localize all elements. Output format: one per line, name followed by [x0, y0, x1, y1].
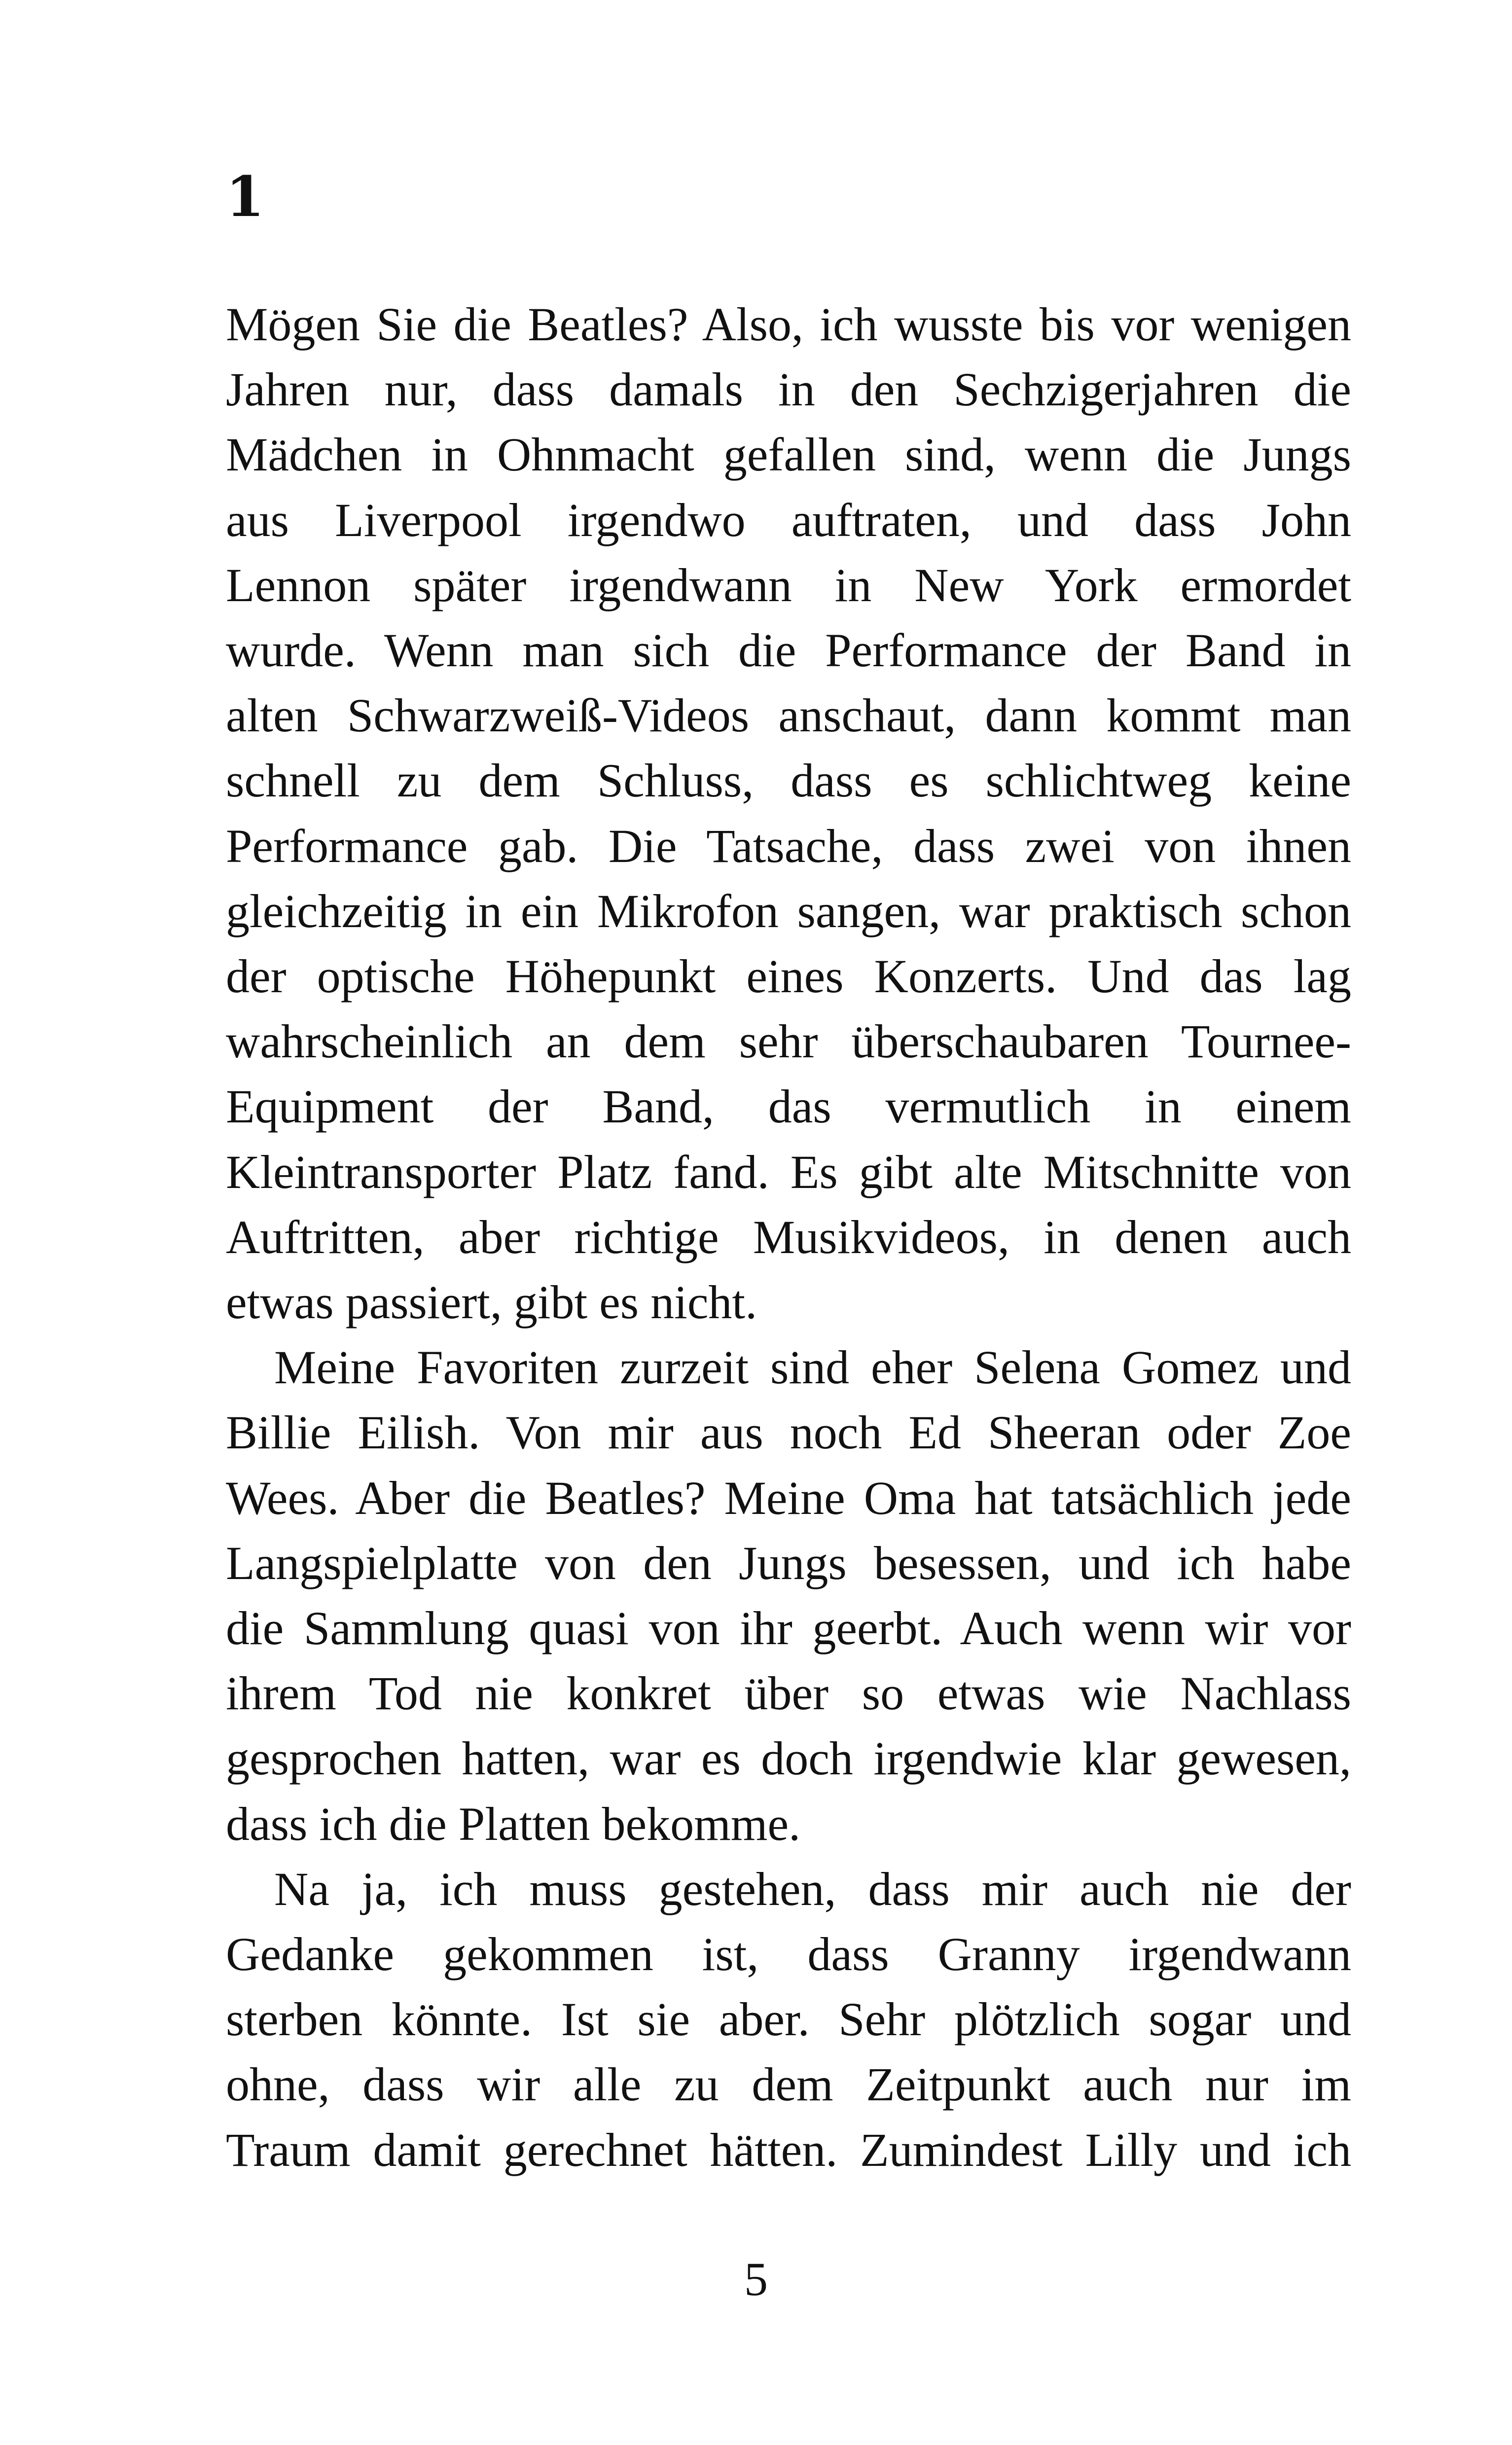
text-line: aus Liverpool irgendwo auftraten, und dass John — [226, 493, 1351, 546]
text-line: Wees. Aber die Beatles? Meine Oma hat tatsächlich jede — [226, 1471, 1351, 1524]
text-line: Equipment der Band, das vermutlich in einem — [226, 1080, 1351, 1133]
text-line: gleichzeitig in ein Mikrofon sangen, war praktisch schon — [226, 884, 1351, 937]
text-line: Mädchen in Ohnmacht gefallen sind, wenn die Jungs — [226, 428, 1351, 481]
text-line: ohne, dass wir alle zu dem Zeitpunkt auch nur im — [226, 2058, 1351, 2111]
text-line: Billie Eilish. Von mir aus noch Ed Sheeran oder Zoe — [226, 1406, 1351, 1459]
text-line: Mögen Sie die Beatles? Also, ich wusste bis vor wenigen — [226, 298, 1351, 351]
text-line: Lennon später irgendwann in New York ermordet — [226, 558, 1351, 611]
text-line: Jahren nur, dass damals in den Sechzigerjahren die — [226, 363, 1351, 416]
text-line: Performance gab. Die Tatsache, dass zwei von ihnen — [226, 819, 1351, 872]
text-line: Auftritten, aber richtige Musikvideos, in denen auch — [226, 1210, 1351, 1263]
text-line: Gedanke gekommen ist, dass Granny irgendwann — [226, 1928, 1351, 1981]
text-line: Kleintransporter Platz fand. Es gibt alte Mitschnitte von — [226, 1145, 1351, 1198]
text-line: Traum damit gerechnet hätten. Zumindest Lilly und ich — [226, 2123, 1351, 2176]
chapter-number: 1 — [226, 165, 264, 229]
text-line: schnell zu dem Schluss, dass es schlichtweg keine — [226, 754, 1351, 807]
text-line: Meine Favoriten zurzeit sind eher Selena Gomez und — [274, 1341, 1351, 1394]
paragraph — [226, 1335, 1351, 1857]
text-line: wahrscheinlich an dem sehr überschaubaren Tournee- — [226, 1015, 1351, 1068]
text-line: dass ich die Platten bekomme. — [226, 1797, 801, 1850]
text-line: ihrem Tod nie konkret über so etwas wie Nachlass — [226, 1667, 1351, 1720]
body-text — [226, 292, 1351, 2183]
page-number: 5 — [744, 2253, 768, 2305]
text-line: sterben könnte. Ist sie aber. Sehr plötzlich sogar und — [226, 1993, 1351, 2046]
text-line: alten Schwarzweiß-Videos anschaut, dann kommt man — [226, 689, 1351, 742]
paragraph — [226, 1857, 1351, 2183]
text-line: der optische Höhepunkt eines Konzerts. Und das lag — [226, 950, 1351, 1003]
paragraph — [226, 292, 1351, 1335]
text-line: die Sammlung quasi von ihr geerbt. Auch wenn wir vor — [226, 1602, 1351, 1655]
text-line: gesprochen hatten, war es doch irgendwie klar gewesen, — [226, 1732, 1351, 1785]
text-line: Na ja, ich muss gestehen, dass mir auch nie der — [274, 1862, 1351, 1915]
text-line: wurde. Wenn man sich die Performance der Band in — [226, 624, 1351, 677]
text-line: Langspielplatte von den Jungs besessen, und ich habe — [226, 1536, 1351, 1589]
text-line: etwas passiert, gibt es nicht. — [226, 1276, 757, 1329]
